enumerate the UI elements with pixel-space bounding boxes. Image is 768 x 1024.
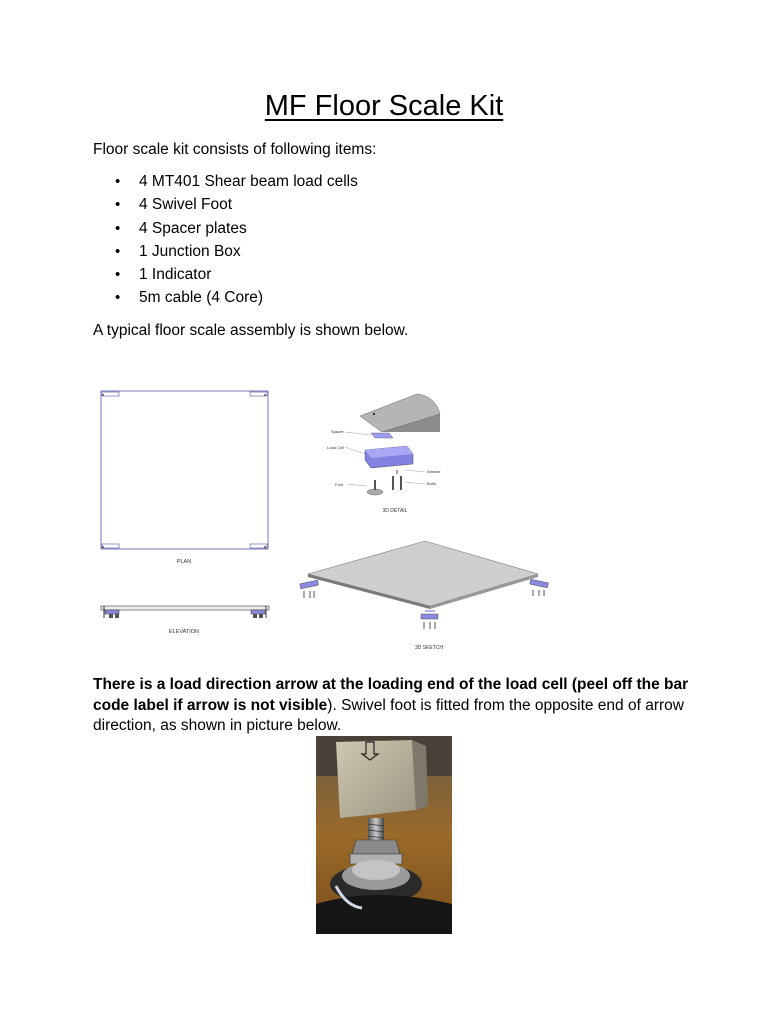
list-item: • 1 Junction Box	[93, 242, 358, 265]
bolts-label: Bolts	[427, 481, 436, 486]
spacer-label: Spacer	[331, 429, 344, 434]
load-cell-swivel-foot-photo	[316, 736, 452, 934]
sketch-view	[300, 541, 549, 651]
plan-label: PLAN	[176, 559, 192, 565]
detail-view	[327, 394, 441, 514]
page-title: MF Floor Scale Kit	[264, 90, 504, 122]
note-bold-text: There is a load direction arrow at the loading end of the load cell (peel off the bar code label if arrow is not visible	[93, 676, 689, 714]
load-cell-label: Load Cell	[327, 445, 344, 450]
floor-scale-assembly-drawing	[95, 384, 555, 656]
list-item: • 4 MT401 Shear beam load cells	[93, 172, 358, 195]
kit-items-list	[93, 172, 358, 312]
load-direction-note	[93, 675, 693, 737]
detail-label: 3D DETAIL	[382, 508, 408, 514]
sketch-label: 3D SKETCH	[414, 645, 444, 651]
list-item: • 4 Spacer plates	[93, 219, 358, 242]
intro-text: Floor scale kit consists of following items:	[93, 141, 377, 158]
plan-view	[101, 391, 268, 565]
elevation-label: ELEVATION	[168, 629, 200, 635]
note-text: ). Swivel foot is fitted from the opposite end of arrow direction, as shown in picture below.	[93, 696, 684, 734]
elevation-view	[101, 606, 269, 635]
list-item: • 4 Swivel Foot	[93, 195, 358, 218]
list-item: • 5m cable (4 Core)	[93, 288, 358, 311]
washer-label: Washer	[427, 469, 441, 474]
assembly-caption: A typical floor scale assembly is shown below.	[93, 322, 409, 339]
list-item: • 1 Indicator	[93, 265, 358, 288]
foot-label: Foot	[335, 482, 344, 487]
